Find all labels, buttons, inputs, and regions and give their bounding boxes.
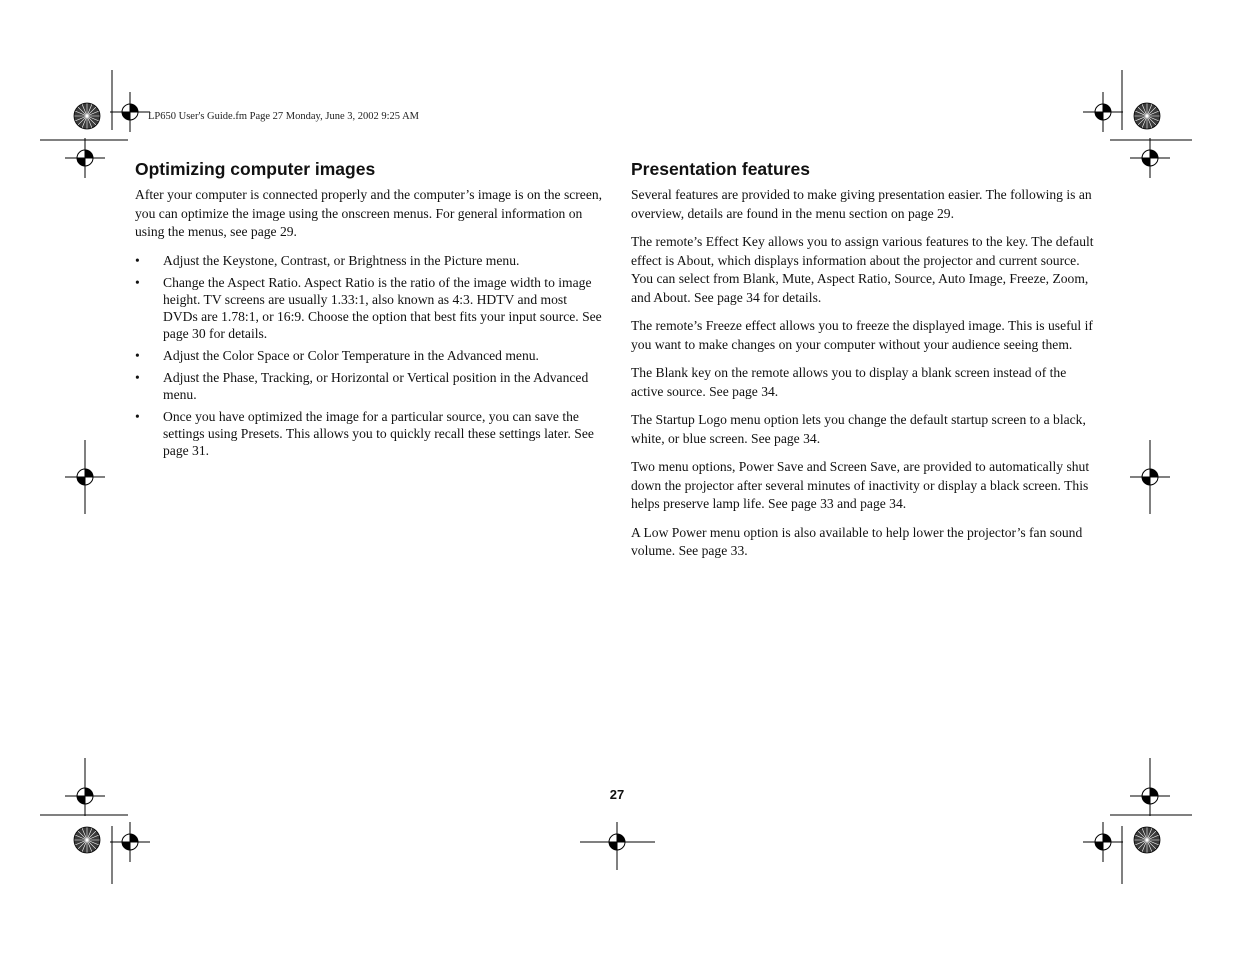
paragraph: The Startup Logo menu option lets you change the default startup screen to a black, white, or blue screen. See page 34.: [631, 412, 1086, 446]
file-info-header: LP650 User's Guide.fm Page 27 Monday, June 3, 2002 9:25 AM: [148, 111, 419, 122]
bullet-icon: •: [135, 252, 140, 268]
paragraph: The Blank key on the remote allows you to display a blank screen instead of the active source. See page 34.: [631, 365, 1067, 399]
bullet-icon: •: [135, 274, 140, 290]
starburst-target-icon: [1134, 827, 1160, 853]
paragraph: Two menu options, Power Save and Screen Save, are provided to automatically shut down the projector after several minutes of inactivity or display a black screen. This helps preserve lamp life. See page 33 and page 34.: [631, 459, 1090, 511]
bullet-list: [135, 252, 605, 459]
list-item: • Adjust the Phase, Tracking, or Horizontal or Vertical position in the Advanced menu.: [135, 369, 589, 402]
left-column: [135, 158, 605, 464]
section-heading-presentation: Presentation features: [631, 159, 810, 179]
bullet-icon: •: [135, 408, 140, 424]
list-item: • Once you have optimized the image for a particular source, you can save the settings using Presets. This allows you to quickly recall these settings later. See page 31.: [135, 408, 594, 458]
starburst-target-icon: [74, 103, 100, 129]
registration-crosshair-icon: [110, 822, 150, 862]
registration-crosshair-icon: [1083, 92, 1123, 132]
registration-crosshair-icon: [1083, 822, 1123, 862]
bullet-icon: •: [135, 369, 140, 385]
section-heading-optimizing: Optimizing computer images: [135, 159, 376, 179]
page-number: 27: [609, 787, 625, 802]
registration-crosshair-icon: [1130, 138, 1170, 178]
registration-crosshair-icon: [110, 92, 150, 132]
starburst-target-icon: [74, 827, 100, 853]
registration-crosshair-icon: [1130, 776, 1170, 816]
list-item: • Adjust the Color Space or Color Temperature in the Advanced menu.: [135, 347, 539, 363]
intro-paragraph: After your computer is connected properly and the computer’s image is on the screen, you can optimize the image using the onscreen menus. For general information on using the menus, see page 29.: [135, 187, 603, 239]
list-item: • Adjust the Keystone, Contrast, or Brightness in the Picture menu.: [135, 252, 520, 268]
bullet-icon: •: [135, 347, 140, 363]
paragraph: Several features are provided to make giving presentation easier. The following is an overview, details are found in the menu section on page 29.: [631, 187, 1092, 221]
right-column: [631, 158, 1101, 571]
registration-crosshair-icon: [65, 138, 105, 178]
paragraph: A Low Power menu option is also available to help lower the projector’s fan sound volume. See page 33.: [631, 524, 1083, 558]
list-item: • Change the Aspect Ratio. Aspect Ratio is the ratio of the image width to image height. TV screens are usually 1.33:1, also known as 4:3. HDTV and most DVDs are 1.78:1, or 16:9. Choose the option that best fits your input source. See page 30 for details.: [135, 274, 602, 341]
paragraph: The remote’s Freeze effect allows you to freeze the displayed image. This is useful if you want to make changes on your computer without your audience seeing them.: [631, 318, 1093, 352]
paragraph: The remote’s Effect Key allows you to assign various features to the key. The default effect is About, which displays information about the projector and current source. You can select from Blank, Mute, Aspect Ratio, Source, Auto Image, Freeze, Zoom, and About. See page 34 for details.: [631, 234, 1094, 305]
registration-crosshair-icon: [65, 776, 105, 816]
starburst-target-icon: [1134, 103, 1160, 129]
